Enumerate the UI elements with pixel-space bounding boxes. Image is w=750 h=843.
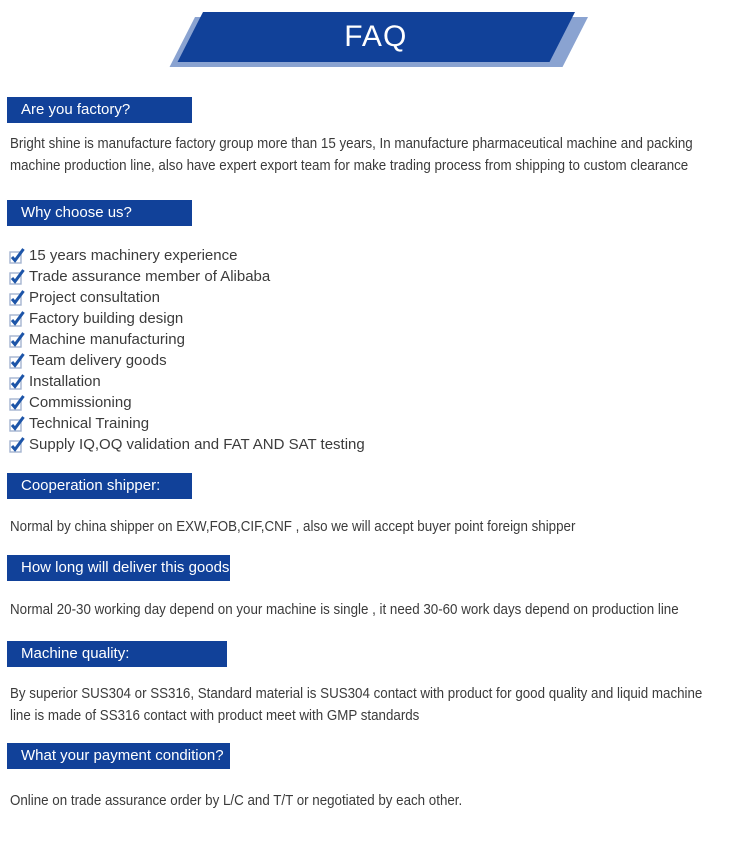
section-heading-label: Cooperation shipper: xyxy=(21,477,161,494)
list-item xyxy=(9,371,365,392)
list-item-label: Team delivery goods xyxy=(29,352,167,369)
section-heading-payment-condition xyxy=(7,743,230,769)
checked-checkbox-icon xyxy=(9,290,26,306)
list-item xyxy=(9,413,365,434)
section-paragraph-factory xyxy=(10,133,693,177)
checked-checkbox-icon xyxy=(9,248,26,264)
faq-banner xyxy=(178,12,575,62)
section-paragraph-quality xyxy=(10,683,702,727)
section-heading-label: Why choose us? xyxy=(21,204,132,221)
section-heading-why-choose-us xyxy=(7,200,192,226)
list-item xyxy=(9,266,365,287)
list-item-label: Installation xyxy=(29,373,101,390)
list-item-label: Factory building design xyxy=(29,310,184,327)
list-item xyxy=(9,434,365,455)
section-paragraph-shipper xyxy=(10,516,575,538)
list-item xyxy=(9,392,365,413)
section-heading-label: What your payment condition? xyxy=(21,747,224,764)
list-item-label: Project consultation xyxy=(29,289,160,306)
section-heading-are-you-factory xyxy=(7,97,192,123)
paragraph-line: Bright shine is manufacture factory group more than 15 years, In manufacture pharmaceutical machine and packing xyxy=(10,135,693,152)
list-item xyxy=(9,287,365,308)
list-item-label: Commissioning xyxy=(29,394,132,411)
list-item-label: Machine manufacturing xyxy=(29,331,185,348)
list-item-label: 15 years machinery experience xyxy=(29,247,238,264)
paragraph-line: Normal 20-30 working day depend on your machine is single , it need 30-60 work days depend on production line xyxy=(10,601,679,618)
paragraph-line: Normal by china shipper on EXW,FOB,CIF,CNF , also we will accept buyer point foreign shipper xyxy=(10,518,576,535)
paragraph-line: Online on trade assurance order by L/C and T/T or negotiated by each other. xyxy=(10,792,463,809)
section-heading-cooperation-shipper xyxy=(7,473,192,499)
checked-checkbox-icon xyxy=(9,416,26,432)
section-paragraph-payment xyxy=(10,790,462,812)
paragraph-line: By superior SUS304 or SS316, Standard material is SUS304 contact with product for good quality and liquid machine xyxy=(10,685,703,702)
checked-checkbox-icon xyxy=(9,374,26,390)
checked-checkbox-icon xyxy=(9,437,26,453)
list-item-label: Technical Training xyxy=(29,415,150,432)
why-choose-us-list xyxy=(9,245,365,455)
list-item xyxy=(9,350,365,371)
section-heading-label: Machine quality: xyxy=(21,645,130,662)
checked-checkbox-icon xyxy=(9,353,26,369)
section-heading-label: How long will deliver this goods? xyxy=(21,559,238,576)
checked-checkbox-icon xyxy=(9,332,26,348)
section-paragraph-delivery xyxy=(10,599,679,621)
section-heading-label: Are you factory? xyxy=(21,101,131,118)
list-item xyxy=(9,308,365,329)
section-heading-machine-quality xyxy=(7,641,227,667)
checked-checkbox-icon xyxy=(9,311,26,327)
paragraph-line: line is made of SS316 contact with product meet with GMP standards xyxy=(10,707,420,724)
section-heading-delivery-time xyxy=(7,555,238,581)
page-title: FAQ xyxy=(344,20,408,53)
checked-checkbox-icon xyxy=(9,395,26,411)
checked-checkbox-icon xyxy=(9,269,26,285)
list-item xyxy=(9,329,365,350)
list-item xyxy=(9,245,365,266)
paragraph-line: machine production line, also have expert export team for make trading process from shipping to custom clearance xyxy=(10,157,689,174)
list-item-label: Trade assurance member of Alibaba xyxy=(29,268,271,285)
list-item-label: Supply IQ,OQ validation and FAT AND SAT testing xyxy=(29,436,365,453)
